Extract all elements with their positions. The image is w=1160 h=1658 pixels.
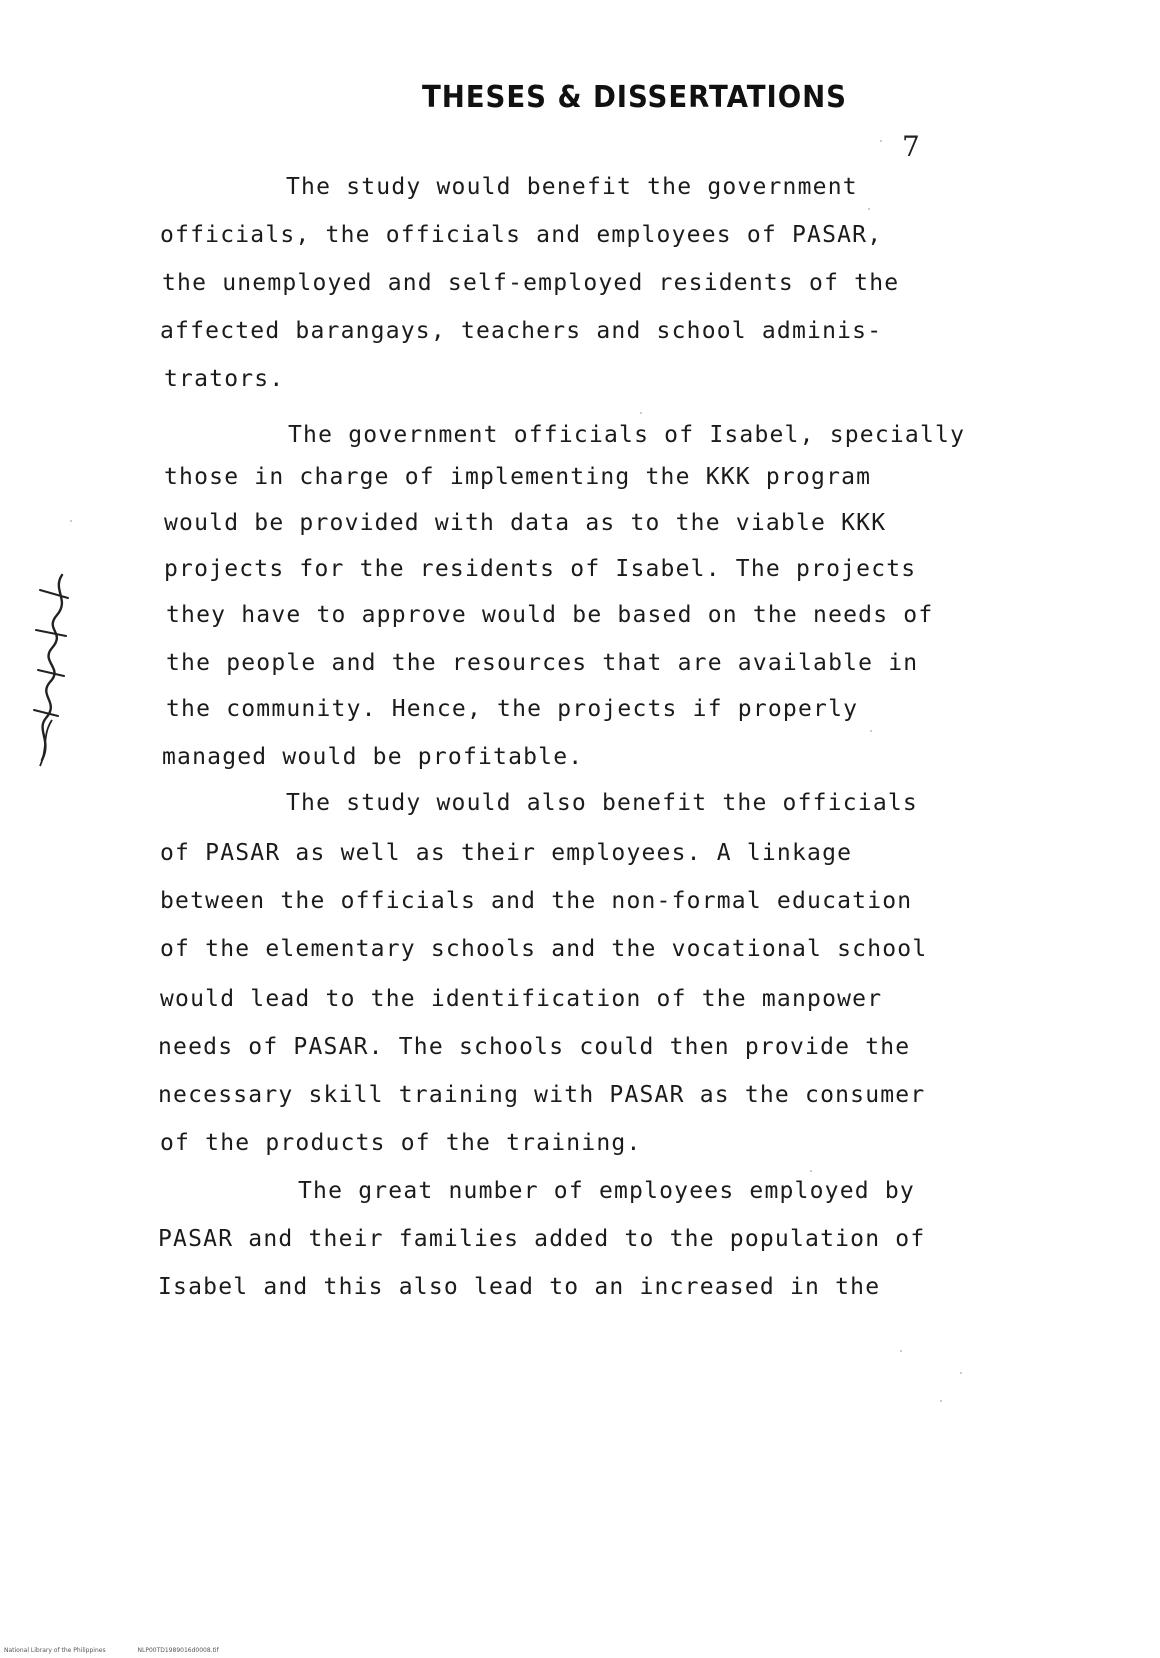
page-number: 7	[902, 130, 920, 163]
text-line: The study would also benefit the officials	[286, 790, 918, 816]
text-line: necessary skill training with PASAR as the consumer	[158, 1082, 926, 1108]
text-line: they have to approve would be based on the needs of	[166, 602, 934, 628]
text-line: those in charge of implementing the KKK program	[164, 464, 872, 490]
text-line: of the products of the training.	[160, 1130, 642, 1156]
footer-library: National Library of the Philippines	[4, 1647, 106, 1654]
text-line: managed would be profitable.	[162, 744, 584, 770]
text-line: between the officials and the non-formal education	[160, 888, 913, 914]
handwritten-signature-mark	[22, 570, 82, 770]
footer	[4, 1647, 249, 1654]
text-line: the community. Hence, the projects if properly	[166, 696, 859, 722]
text-line: The government officials of Isabel, specially	[288, 422, 966, 448]
text-line: the people and the resources that are available in	[166, 650, 919, 676]
text-line: The great number of employees employed by	[298, 1178, 915, 1204]
text-line: PASAR and their families added to the population of	[158, 1226, 926, 1252]
theses-dissertations-stamp: THESES & DISSERTATIONS	[422, 80, 847, 115]
text-line: needs of PASAR. The schools could then provide the	[158, 1034, 911, 1060]
text-line: of the elementary schools and the vocational school	[160, 936, 928, 962]
text-line: affected barangays, teachers and school adminis-	[160, 318, 883, 344]
text-line: would be provided with data as to the viable KKK	[164, 510, 887, 536]
text-line: projects for the residents of Isabel. The projects	[164, 556, 917, 582]
footer-file-id: NLP00TD1989016d0008.tif	[137, 1647, 219, 1654]
text-line: trators.	[164, 366, 285, 392]
text-line: would lead to the identification of the manpower	[160, 986, 883, 1012]
text-line: of PASAR as well as their employees. A linkage	[160, 840, 853, 866]
text-line: officials, the officials and employees of PASAR,	[160, 222, 883, 248]
text-line: The study would benefit the government	[286, 174, 858, 200]
text-line: Isabel and this also lead to an increased in the	[158, 1274, 881, 1300]
text-line: the unemployed and self-employed residents of the	[162, 270, 900, 296]
